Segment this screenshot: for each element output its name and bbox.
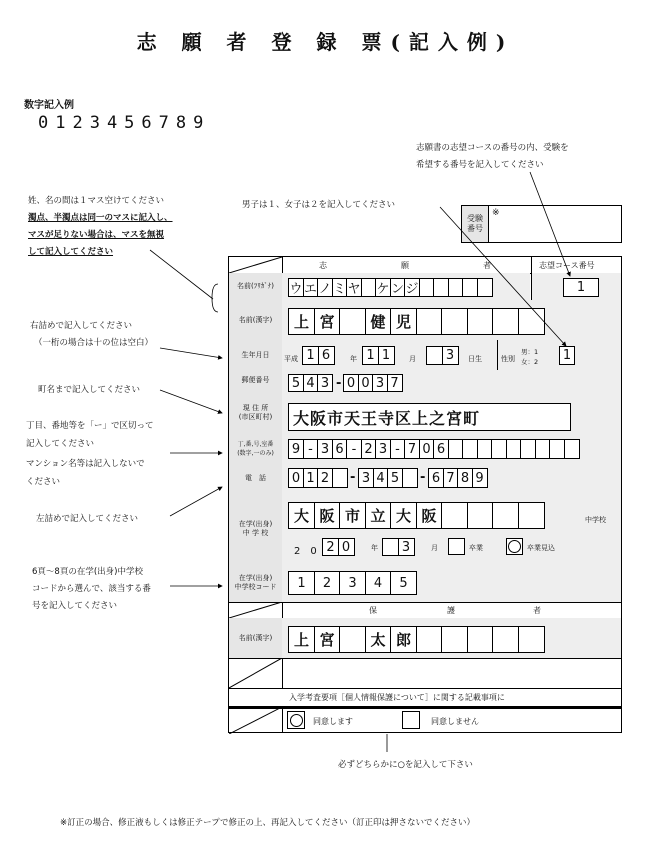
phone-cell[interactable]: 4 bbox=[373, 468, 389, 488]
dob-cell[interactable]: 6 bbox=[318, 346, 335, 365]
agree-label: 同意します bbox=[313, 717, 353, 726]
era-label: 平成 bbox=[284, 355, 298, 363]
dob-cell[interactable]: 3 bbox=[442, 346, 459, 365]
code-cell[interactable]: 5 bbox=[390, 571, 417, 595]
digit-example: 0123456789 bbox=[38, 113, 211, 133]
guardian-cell[interactable]: 郎 bbox=[390, 626, 417, 653]
note-gender: 男子は１、女子は２を記入してください bbox=[242, 200, 396, 210]
note-mansion-2: ください bbox=[26, 477, 61, 487]
exam-number-mark: ※ bbox=[492, 208, 500, 218]
school-label: 在学(出身) 中 学 校 bbox=[229, 494, 283, 564]
phone-cell[interactable]: 7 bbox=[443, 468, 459, 488]
note-dakuten-1: 濁点、半濁点は同一のマスに記入し、 bbox=[28, 213, 173, 223]
school-suffix: 中学校 bbox=[585, 516, 606, 524]
phone-cell[interactable]: 5 bbox=[387, 468, 403, 488]
note-course-1: 志願書の志望コースの番号の内、受験を bbox=[416, 143, 569, 153]
applicant-header-3: 者 bbox=[483, 261, 491, 270]
course-header: 志望コース番号 bbox=[539, 261, 595, 270]
postal-cell[interactable]: 0 bbox=[343, 374, 359, 392]
grad-cell[interactable]: 2 bbox=[322, 538, 339, 556]
furigana-cell[interactable]: ン bbox=[390, 278, 406, 297]
gender-legend-male: 男：1 bbox=[521, 348, 539, 356]
furigana-cell[interactable]: ケ bbox=[375, 278, 391, 297]
kanji-cell[interactable]: 宮 bbox=[314, 308, 341, 335]
note-town: 町名まで記入してください bbox=[38, 385, 141, 395]
postal-label: 郵便番号 bbox=[229, 370, 283, 391]
note-school-code-1: 6頁～8頁の在学(出身)中学校 bbox=[32, 567, 143, 577]
note-course-2: 希望する番号を記入してください bbox=[416, 160, 544, 170]
exam-number-label-1: 受験 bbox=[467, 214, 483, 223]
phone-dash-2: - bbox=[420, 470, 426, 485]
phone-cell[interactable]: 2 bbox=[317, 468, 333, 488]
note-dakuten-2: マスが足りない場合は、マスを無視 bbox=[28, 230, 165, 240]
furigana-cell[interactable]: ミ bbox=[332, 278, 348, 297]
furigana-cell[interactable]: エ bbox=[303, 278, 319, 297]
postal-cell[interactable]: 4 bbox=[303, 374, 319, 392]
footer-note: ※訂正の場合、修正液もしくは修正テープで修正の上、再記入してください（訂正印は押さないでください） bbox=[60, 818, 475, 828]
note-right-align: 右詰めで記入してください bbox=[30, 321, 133, 331]
chome-cell[interactable]: 2 bbox=[361, 439, 377, 459]
dob-label: 生年月日 bbox=[229, 340, 283, 370]
phone-cell[interactable]: 3 bbox=[358, 468, 374, 488]
guardian-header-3: 者 bbox=[533, 606, 541, 615]
note-must-circle: 必ずどちらかに○を記入して下さい bbox=[338, 760, 473, 770]
code-cell[interactable]: 3 bbox=[339, 571, 366, 595]
school-cell[interactable]: 阪 bbox=[416, 502, 443, 529]
phone-cell[interactable]: 1 bbox=[303, 468, 319, 488]
chome-cell[interactable]: - bbox=[390, 439, 406, 459]
disagree-label: 同意しません bbox=[431, 717, 479, 726]
dob-cell[interactable]: 1 bbox=[378, 346, 395, 365]
note-school-code-2: コードから選んで、該当する番 bbox=[32, 584, 151, 594]
note-right-align-sub: （一桁の場合は十の位は空白） bbox=[34, 338, 154, 348]
chome-cell[interactable]: 9 bbox=[288, 439, 304, 459]
chome-cell[interactable]: 3 bbox=[317, 439, 333, 459]
guardian-header-1: 保 bbox=[369, 606, 377, 615]
chome-cell[interactable]: 6 bbox=[433, 439, 449, 459]
guardian-cell[interactable]: 宮 bbox=[314, 626, 341, 653]
consent-header: 入学考査要項［個人情報保護について］に関する記載事項に bbox=[289, 693, 505, 702]
code-cell[interactable]: 4 bbox=[365, 571, 392, 595]
furigana-cell[interactable]: ウ bbox=[288, 278, 304, 297]
chome-cell[interactable]: 3 bbox=[375, 439, 391, 459]
chome-cell[interactable]: - bbox=[346, 439, 362, 459]
school-cell[interactable]: 大 bbox=[390, 502, 417, 529]
grad-year-unit: 年 bbox=[371, 544, 378, 552]
phone-cell[interactable]: 0 bbox=[288, 468, 304, 488]
guardian-cell[interactable]: 太 bbox=[365, 626, 392, 653]
postal-cell[interactable]: 7 bbox=[387, 374, 403, 392]
furigana-label: 名前(ﾌﾘｶﾞﾅ) bbox=[229, 273, 283, 300]
chome-cell[interactable]: 6 bbox=[332, 439, 348, 459]
applicant-header-2: 願 bbox=[401, 261, 409, 270]
postal-cell[interactable]: 0 bbox=[358, 374, 374, 392]
phone-cell[interactable]: 8 bbox=[457, 468, 473, 488]
note-dakuten-3: して記入してください bbox=[28, 247, 114, 257]
grad-cell[interactable]: 3 bbox=[398, 538, 415, 556]
exam-number-label-2: 番号 bbox=[467, 224, 483, 233]
gender-label: 性別 bbox=[501, 355, 515, 363]
digit-example-label: 数字記入例 bbox=[24, 100, 74, 111]
postal-cell[interactable]: 3 bbox=[317, 374, 333, 392]
chome-cell[interactable]: 0 bbox=[419, 439, 435, 459]
page-title: 志 願 者 登 録 票(記入例) bbox=[136, 30, 515, 54]
guardian-name-label: 名前(漢字) bbox=[229, 618, 283, 658]
kanji-cell[interactable]: 健 bbox=[365, 308, 392, 335]
month-unit: 月 bbox=[409, 355, 416, 363]
grad-century: 2 0 bbox=[294, 546, 317, 557]
guardian-cell[interactable]: 上 bbox=[288, 626, 315, 653]
phone-dash-1: - bbox=[350, 470, 356, 485]
chome-cell[interactable]: 7 bbox=[404, 439, 420, 459]
address-label: 現 住 所 (市区町村) bbox=[229, 391, 283, 435]
furigana-cell[interactable]: ノ bbox=[317, 278, 333, 297]
phone-label: 電 話 bbox=[229, 462, 283, 494]
chome-label: 丁,番,号,室番 (数字,一のみ) bbox=[229, 435, 283, 462]
expected-label: 卒業見込 bbox=[527, 544, 555, 552]
graduated-label: 卒業 bbox=[469, 544, 483, 552]
chome-cell[interactable]: - bbox=[303, 439, 319, 459]
phone-cell[interactable]: 6 bbox=[428, 468, 444, 488]
grad-cell[interactable]: 0 bbox=[338, 538, 355, 556]
note-name-gap: 姓、名の間は１マス空けてください bbox=[28, 196, 165, 206]
kanji-name-label: 名前(漢字) bbox=[229, 300, 283, 340]
grad-month-unit: 月 bbox=[431, 544, 438, 552]
furigana-cell[interactable]: ジ bbox=[404, 278, 420, 297]
dob-cell[interactable]: 1 bbox=[302, 346, 319, 365]
kanji-cell[interactable]: 上 bbox=[288, 308, 315, 335]
phone-cell[interactable]: 9 bbox=[472, 468, 488, 488]
year-unit: 年 bbox=[350, 355, 357, 363]
address-field[interactable]: 大阪市天王寺区上之宮町 bbox=[288, 403, 571, 431]
note-left-align: 左詰めで記入してください bbox=[36, 514, 139, 524]
dob-cell[interactable]: 1 bbox=[362, 346, 379, 365]
code-cell[interactable]: 2 bbox=[314, 571, 341, 595]
postal-dash: - bbox=[336, 376, 342, 391]
school-cell[interactable]: 市 bbox=[339, 502, 366, 529]
school-cell[interactable]: 立 bbox=[365, 502, 392, 529]
postal-cell[interactable]: 5 bbox=[288, 374, 304, 392]
note-chome-2: 記入してください bbox=[26, 439, 95, 449]
school-code-label: 在学(出身) 中学校コード bbox=[229, 564, 283, 602]
kanji-cell[interactable]: 児 bbox=[390, 308, 417, 335]
school-cell[interactable]: 大 bbox=[288, 502, 315, 529]
gender-legend-female: 女：2 bbox=[521, 358, 539, 366]
note-mansion-1: マンション名等は記入しないで bbox=[26, 459, 145, 469]
gender-field[interactable]: 1 bbox=[559, 346, 575, 365]
furigana-cell[interactable]: ヤ bbox=[346, 278, 362, 297]
code-cell[interactable]: 1 bbox=[288, 571, 315, 595]
applicant-header-1: 志 bbox=[319, 261, 327, 270]
school-cell[interactable]: 阪 bbox=[314, 502, 341, 529]
postal-cell[interactable]: 3 bbox=[372, 374, 388, 392]
guardian-header-2: 護 bbox=[447, 606, 455, 615]
day-unit: 日生 bbox=[468, 355, 482, 363]
note-school-code-3: 号を記入してください bbox=[32, 601, 118, 611]
course-number-field[interactable]: 1 bbox=[563, 278, 599, 297]
note-chome-1: 丁目、番地等を「ー」で区切って bbox=[26, 421, 154, 431]
